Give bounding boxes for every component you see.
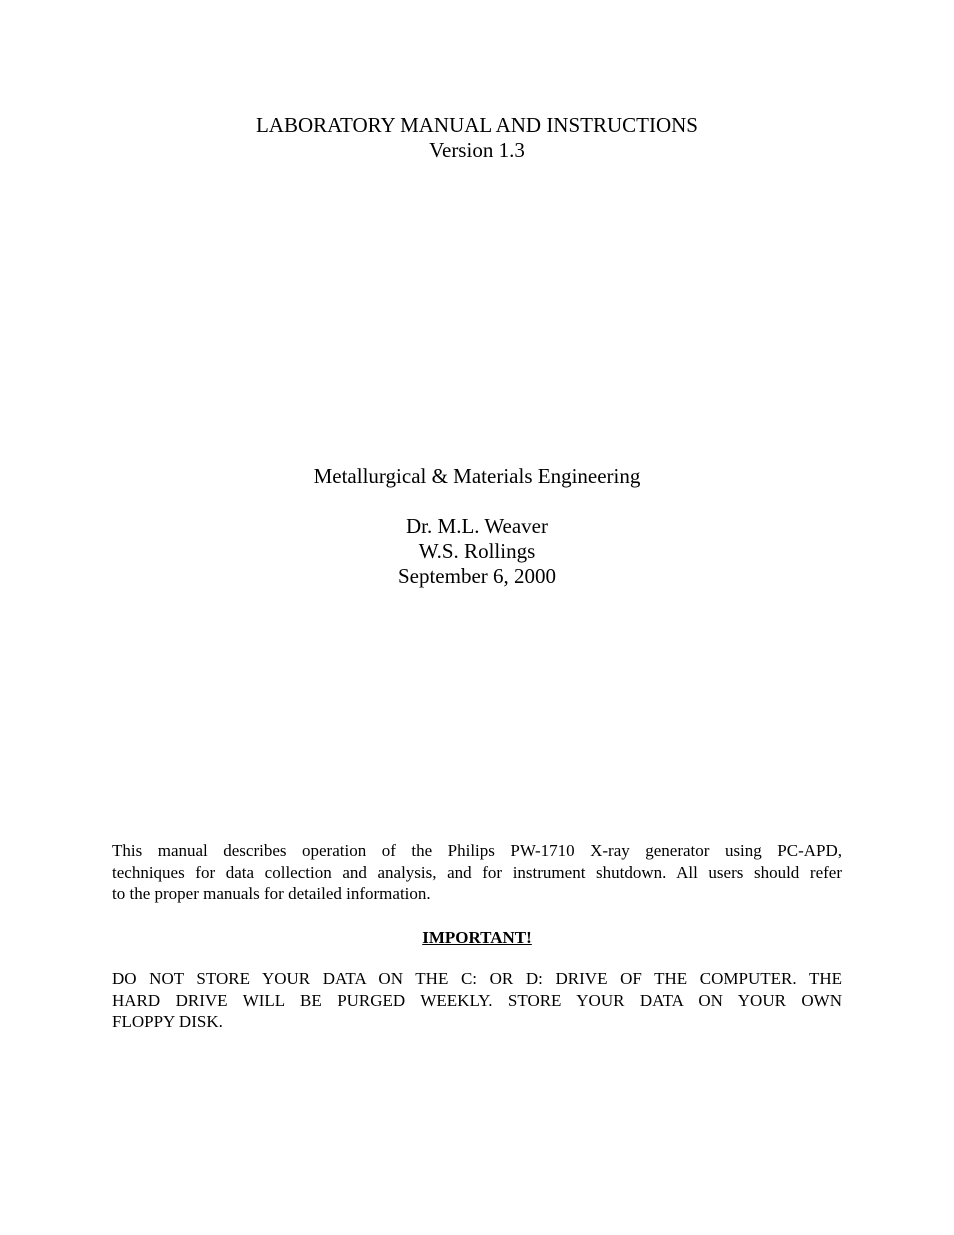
description-line: techniques for data collection and analysis, and for instrument shutdown. All users should refer <box>112 862 842 882</box>
notice-line: DO NOT STORE YOUR DATA ON THE C: OR D: DRIVE OF THE COMPUTER. THE <box>112 969 842 988</box>
notice-line: FLOPPY DISK. <box>112 1012 223 1031</box>
document-title: LABORATORY MANUAL AND INSTRUCTIONS <box>255 113 698 137</box>
notice-line: HARD DRIVE WILL BE PURGED WEEKLY. STORE YOUR DATA ON YOUR OWN <box>112 990 842 1010</box>
description-paragraph <box>112 840 842 905</box>
author-primary: Dr. M.L. Weaver <box>406 514 548 538</box>
important-heading: IMPORTANT! <box>422 928 532 947</box>
description-line: This manual describes operation of the Philips PW-1710 X-ray generator using PC-APD, <box>112 841 842 860</box>
document-version: Version 1.3 <box>429 138 525 162</box>
notice-paragraph <box>112 968 842 1033</box>
description-line: to the proper manuals for detailed information. <box>112 884 431 903</box>
document-date: September 6, 2000 <box>397 564 557 588</box>
author-secondary: W.S. Rollings <box>418 539 536 563</box>
department-name: Metallurgical & Materials Engineering <box>313 464 641 488</box>
